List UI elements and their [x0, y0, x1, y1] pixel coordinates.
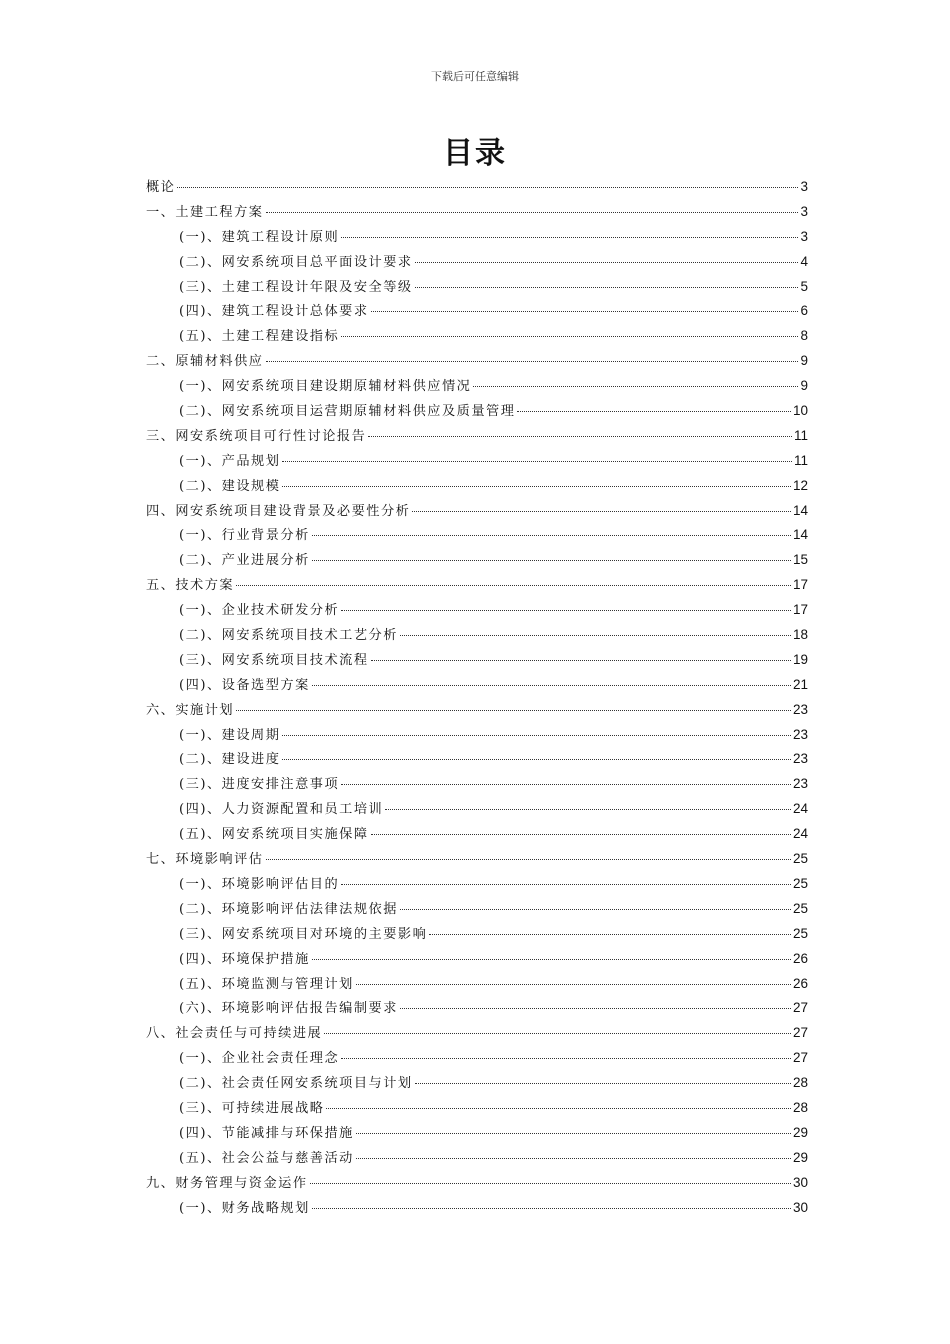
toc-entry-page-number: 12	[792, 477, 808, 493]
toc-dot-leader	[282, 735, 791, 736]
toc-entry[interactable]	[146, 848, 808, 873]
toc-dot-leader	[312, 685, 791, 686]
toc-entry[interactable]	[146, 649, 808, 674]
toc-entry-label: (三)、网安系统项目技术流程	[179, 652, 369, 668]
toc-dot-leader	[341, 336, 798, 337]
toc-entry-label: (二)、网安系统项目技术工艺分析	[179, 628, 398, 644]
toc-entry[interactable]	[146, 226, 808, 251]
toc-entry-page-number: 25	[792, 875, 808, 891]
toc-dot-leader	[312, 959, 791, 960]
toc-entry[interactable]	[146, 1197, 808, 1222]
toc-entry-page-number: 9	[800, 378, 808, 394]
toc-dot-leader	[473, 386, 798, 387]
toc-entry-label: (一)、财务战略规划	[179, 1200, 310, 1216]
page-header-note: 下载后可任意编辑	[431, 70, 519, 83]
toc-dot-leader	[368, 436, 792, 437]
toc-dot-leader	[356, 1158, 791, 1159]
toc-entry-label: 八、社会责任与可持续进展	[146, 1026, 323, 1042]
toc-entry-label: (五)、网安系统项目实施保障	[179, 827, 369, 843]
toc-entry-page-number: 23	[792, 776, 808, 792]
toc-entry-page-number: 26	[792, 975, 808, 991]
toc-entry[interactable]	[146, 350, 808, 375]
toc-entry[interactable]	[146, 450, 808, 475]
toc-entry-page-number: 27	[792, 1050, 808, 1066]
toc-entry[interactable]	[146, 624, 808, 649]
toc-dot-leader	[415, 262, 799, 263]
toc-dot-leader	[282, 759, 791, 760]
toc-entry-label: (一)、建设周期	[179, 727, 281, 743]
toc-entry-page-number: 25	[792, 851, 808, 867]
toc-entry[interactable]	[146, 724, 808, 749]
toc-dot-leader	[282, 461, 792, 462]
toc-entry[interactable]	[146, 1172, 808, 1197]
toc-entry-page-number: 28	[792, 1075, 808, 1091]
toc-entry-label: 概论	[146, 180, 176, 195]
toc-entry-label: (三)、可持续进展战略	[179, 1100, 325, 1116]
toc-entry-page-number: 25	[792, 925, 808, 941]
toc-dot-leader	[312, 535, 791, 536]
toc-entry[interactable]	[146, 948, 808, 973]
toc-entry-page-number: 14	[792, 502, 808, 518]
toc-entry[interactable]	[146, 276, 808, 301]
toc-entry-page-number: 8	[800, 328, 808, 344]
toc-entry-page-number: 17	[792, 577, 808, 593]
toc-entry-label: (二)、网安系统项目总平面设计要求	[179, 254, 413, 270]
toc-entry-label: (二)、产业进展分析	[179, 553, 310, 569]
toc-entry[interactable]	[146, 1097, 808, 1122]
toc-entry-label: 三、网安系统项目可行性讨论报告	[146, 428, 367, 444]
toc-entry-label: (三)、土建工程设计年限及安全等级	[179, 279, 413, 295]
toc-entry-label: (四)、环境保护措施	[179, 951, 310, 967]
toc-entry-page-number: 30	[792, 1174, 808, 1190]
toc-entry[interactable]	[146, 524, 808, 549]
toc-dot-leader	[177, 187, 798, 188]
toc-entry-page-number: 23	[792, 726, 808, 742]
table-of-contents	[146, 176, 808, 1221]
toc-entry[interactable]	[146, 500, 808, 525]
toc-entry[interactable]	[146, 748, 808, 773]
toc-entry-label: (六)、环境影响评估报告编制要求	[179, 1001, 398, 1017]
toc-entry-label: 五、技术方案	[146, 578, 235, 594]
toc-entry-label: (二)、社会责任网安系统项目与计划	[179, 1076, 413, 1092]
toc-entry[interactable]	[146, 1072, 808, 1097]
toc-dot-leader	[326, 1108, 790, 1109]
toc-entry[interactable]	[146, 898, 808, 923]
toc-entry-label: (四)、建筑工程设计总体要求	[179, 304, 369, 320]
toc-entry[interactable]	[146, 574, 808, 599]
toc-entry-label: (一)、行业背景分析	[179, 528, 310, 544]
toc-entry-page-number: 19	[792, 651, 808, 667]
toc-entry-page-number: 3	[800, 203, 808, 219]
toc-dot-leader	[356, 1133, 791, 1134]
toc-entry-page-number: 25	[792, 900, 808, 916]
toc-entry-label: (二)、网安系统项目运营期原辅材料供应及质量管理	[179, 404, 516, 420]
toc-entry-page-number: 27	[792, 1025, 808, 1041]
toc-entry[interactable]	[146, 300, 808, 325]
toc-entry[interactable]	[146, 699, 808, 724]
toc-entry[interactable]	[146, 973, 808, 998]
toc-entry-page-number: 10	[792, 403, 808, 419]
toc-entry-page-number: 23	[792, 701, 808, 717]
toc-entry[interactable]	[146, 251, 808, 276]
toc-entry-label: (四)、人力资源配置和员工培训	[179, 802, 384, 818]
toc-dot-leader	[312, 1208, 791, 1209]
toc-entry[interactable]	[146, 325, 808, 350]
toc-entry[interactable]	[146, 425, 808, 450]
toc-entry-label: (五)、社会公益与慈善活动	[179, 1150, 354, 1166]
toc-dot-leader	[400, 1008, 791, 1009]
toc-dot-leader	[324, 1033, 791, 1034]
toc-entry-page-number: 17	[792, 602, 808, 618]
toc-entry[interactable]	[146, 400, 808, 425]
toc-entry-label: (一)、建筑工程设计原则	[179, 229, 340, 245]
toc-dot-leader	[429, 934, 791, 935]
toc-entry-label: 七、环境影响评估	[146, 852, 264, 868]
toc-dot-leader	[341, 884, 791, 885]
toc-entry[interactable]	[146, 1047, 808, 1072]
toc-dot-leader	[400, 909, 791, 910]
toc-dot-leader	[266, 859, 791, 860]
toc-entry-page-number: 24	[792, 826, 808, 842]
toc-entry-page-number: 11	[793, 452, 808, 468]
toc-entry-label: (五)、环境监测与管理计划	[179, 976, 354, 992]
toc-entry-page-number: 3	[800, 228, 808, 244]
toc-entry-page-number: 28	[792, 1099, 808, 1115]
page-title: 目录	[443, 136, 507, 171]
toc-dot-leader	[415, 287, 799, 288]
toc-entry-label: (一)、环境影响评估目的	[179, 876, 340, 892]
toc-entry[interactable]	[146, 599, 808, 624]
toc-entry-page-number: 18	[792, 627, 808, 643]
toc-entry-label: (一)、企业技术研发分析	[179, 603, 340, 619]
toc-dot-leader	[356, 984, 791, 985]
toc-entry-page-number: 11	[793, 427, 808, 443]
toc-dot-leader	[266, 361, 799, 362]
toc-entry[interactable]	[146, 176, 808, 201]
toc-entry-label: (二)、建设进度	[179, 752, 281, 768]
toc-entry[interactable]	[146, 1022, 808, 1047]
toc-entry-label: (四)、节能减排与环保措施	[179, 1125, 354, 1141]
toc-entry-page-number: 9	[800, 353, 808, 369]
toc-dot-leader	[412, 511, 791, 512]
toc-entry-label: (二)、环境影响评估法律法规依据	[179, 901, 398, 917]
toc-entry-label: (一)、网安系统项目建设期原辅材料供应情况	[179, 379, 472, 395]
toc-entry[interactable]	[146, 375, 808, 400]
toc-dot-leader	[341, 1058, 791, 1059]
toc-dot-leader	[310, 1183, 791, 1184]
toc-entry-page-number: 3	[800, 179, 808, 194]
toc-dot-leader	[371, 311, 799, 312]
toc-entry-page-number: 23	[792, 751, 808, 767]
toc-dot-leader	[341, 610, 791, 611]
toc-entry[interactable]	[146, 674, 808, 699]
toc-entry-page-number: 24	[792, 801, 808, 817]
toc-entry-page-number: 29	[792, 1124, 808, 1140]
toc-entry-label: 一、土建工程方案	[146, 204, 264, 220]
toc-entry[interactable]	[146, 475, 808, 500]
toc-entry-label: 四、网安系统项目建设背景及必要性分析	[146, 503, 411, 519]
toc-entry-label: 六、实施计划	[146, 702, 235, 718]
toc-entry-page-number: 27	[792, 1000, 808, 1016]
toc-entry[interactable]	[146, 549, 808, 574]
toc-entry-label: (一)、企业社会责任理念	[179, 1051, 340, 1067]
toc-entry-label: 二、原辅材料供应	[146, 354, 264, 370]
toc-entry[interactable]	[146, 873, 808, 898]
toc-dot-leader	[415, 1083, 791, 1084]
toc-entry-page-number: 21	[792, 676, 808, 692]
toc-dot-leader	[312, 560, 791, 561]
toc-entry[interactable]	[146, 997, 808, 1022]
toc-dot-leader	[385, 809, 791, 810]
toc-entry-page-number: 30	[792, 1199, 808, 1215]
toc-entry-page-number: 26	[792, 950, 808, 966]
toc-dot-leader	[282, 486, 791, 487]
toc-entry-label: (四)、设备选型方案	[179, 677, 310, 693]
toc-entry-label: 九、财务管理与资金运作	[146, 1175, 308, 1191]
toc-dot-leader	[266, 212, 799, 213]
toc-entry-label: (三)、进度安排注意事项	[179, 777, 340, 793]
toc-entry[interactable]	[146, 798, 808, 823]
toc-dot-leader	[341, 237, 798, 238]
toc-entry[interactable]	[146, 923, 808, 948]
toc-entry[interactable]	[146, 1147, 808, 1172]
toc-entry-page-number: 4	[800, 253, 808, 269]
toc-dot-leader	[236, 710, 791, 711]
toc-dot-leader	[236, 585, 791, 586]
toc-entry[interactable]	[146, 823, 808, 848]
toc-entry[interactable]	[146, 1122, 808, 1147]
toc-entry-page-number: 15	[792, 552, 808, 568]
toc-dot-leader	[400, 635, 791, 636]
toc-entry-label: (五)、土建工程建设指标	[179, 329, 340, 345]
toc-dot-leader	[341, 784, 791, 785]
toc-entry-label: (一)、产品规划	[179, 453, 281, 469]
toc-entry-page-number: 6	[800, 303, 808, 319]
toc-entry[interactable]	[146, 201, 808, 226]
toc-dot-leader	[371, 660, 791, 661]
toc-entry-page-number: 5	[800, 278, 808, 294]
toc-entry-label: (二)、建设规模	[179, 478, 281, 494]
toc-entry-label: (三)、网安系统项目对环境的主要影响	[179, 926, 428, 942]
toc-dot-leader	[517, 411, 791, 412]
toc-entry-page-number: 29	[792, 1149, 808, 1165]
toc-entry-page-number: 14	[792, 527, 808, 543]
toc-entry[interactable]	[146, 773, 808, 798]
toc-dot-leader	[371, 834, 791, 835]
